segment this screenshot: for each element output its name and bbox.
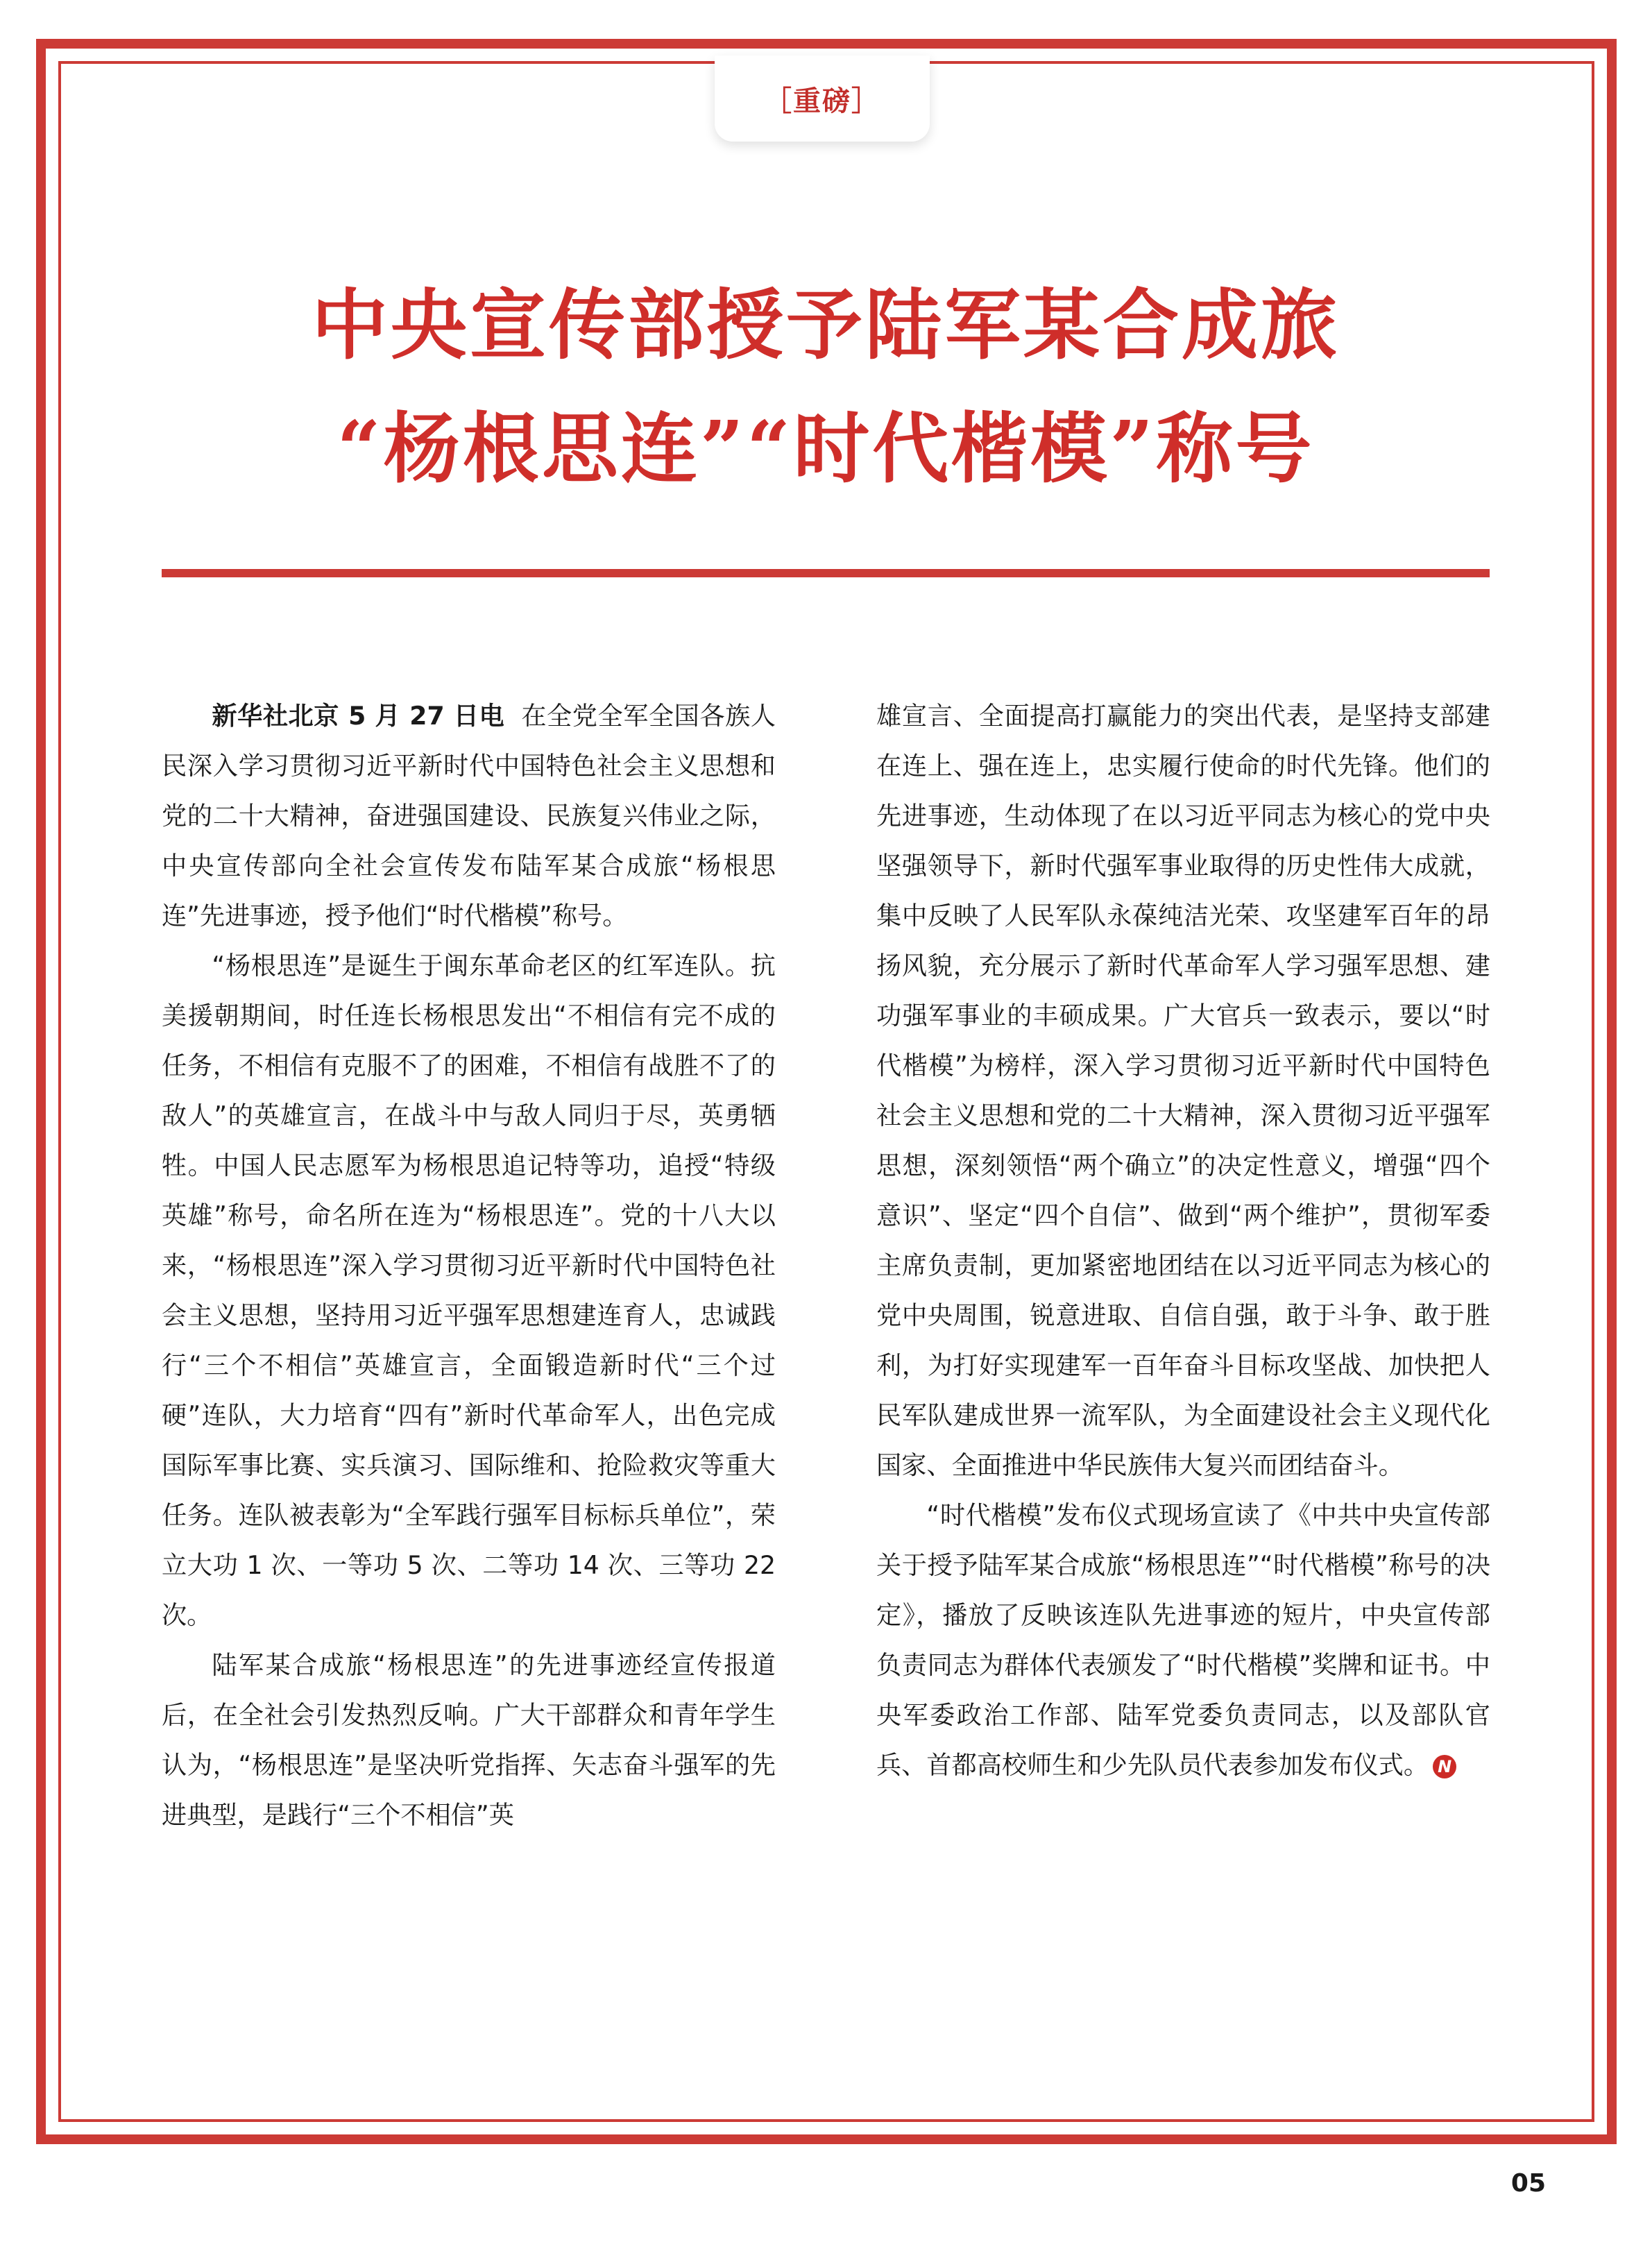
article-title bbox=[125, 264, 1526, 511]
paragraph-1 bbox=[162, 691, 776, 941]
paragraph-4-text: “时代楷模”发布仪式现场宣读了《中共中央宣传部关于授予陆军某合成旅“杨根思连”“时代楷模”称号的决定》，播放了反映该连队先进事迹的短片，中央宣传部负责同志为群体代表颁发了“时代楷模”奖牌和证书。中央军委政治工作部、陆军党委负责同志，以及部队官兵、首都高校师生和少先队员代表参加发布仪式。 bbox=[876, 1500, 1490, 1780]
paragraph-3-start: 陆军某合成旅“杨根思连”的先进事迹经宣传报道后，在全社会引发热烈反响。广大干部群众和青年学生认为，“杨根思连”是坚决听党指挥、矢志奋斗强军的先进典型，是践行“三个不相信”英 bbox=[162, 1650, 776, 1830]
page-number: 05 bbox=[1510, 2169, 1546, 2198]
title-line-2: “杨根思连”“时代楷模”称号 bbox=[337, 404, 1315, 493]
paragraph-2: “杨根思连”是诞生于闽东革命老区的红军连队。抗美援朝期间，时任连长杨根思发出“不相信有完不成的任务，不相信有克服不了的困难，不相信有战胜不了的敌人”的英雄宣言，在战斗中与敌人同归于尽，英勇牺牲。中国人民志愿军为杨根思追记特等功，追授“特级英雄”称号，命名所在连为“杨根思连”。党的十八大以来，“杨根思连”深入学习贯彻习近平新时代中国特色社会主义思想，坚持用习近平强军思想建连育人，忠诚践行“三个不相信”英雄宣言，全面锻造新时代“三个过硬”连队，大力培育“四有”新时代革命军人，出色完成国际军事比赛、实兵演习、国际维和、抢险救灾等重大任务。连队被表彰为“全军践行强军目标标兵单位”，荣立大功 1 次、一等功 5 次、二等功 14 次、三等功 22 次。 bbox=[162, 951, 776, 1630]
title-line-1: 中央宣传部授予陆军某合成旅 bbox=[312, 280, 1340, 370]
dateline: 新华社北京 5 月 27 日电 bbox=[212, 701, 505, 731]
section-tag-label: ［重磅］ bbox=[764, 85, 880, 117]
paragraph-3-continued: 雄宣言、全面提高打赢能力的突出代表，是坚持支部建在连上、强在连上，忠实履行使命的时代先锋。他们的先进事迹，生动体现了在以习近平同志为核心的党中央坚强领导下，新时代强军事业取得的历史性伟大成就，集中反映了人民军队永葆纯洁光荣、攻坚建军百年的昂扬风貌，充分展示了新时代革命军人学习强军思想、建功强军事业的丰硕成果。广大官兵一致表示，要以“时代楷模”为榜样，深入学习贯彻习近平新时代中国特色社会主义思想和党的二十大精神，深入贯彻习近平强军思想，深刻领悟“两个确立”的决定性意义，增强“四个意识”、坚定“四个自信”、做到“两个维护”，贯彻军委主席负责制，更加紧密地团结在以习近平同志为核心的党中央周围，锐意进取、自信自强，敢于斗争、敢于胜利，为打好实现建军一百年奋斗目标攻坚战、加快把人民军队建成世界一流军队，为全面建设社会主义现代化国家、全面推进中华民族伟大复兴而团结奋斗。 bbox=[876, 701, 1490, 1480]
section-tag bbox=[715, 56, 930, 142]
article-column-right bbox=[876, 691, 1490, 1790]
end-mark-icon: N bbox=[1433, 1755, 1456, 1778]
title-divider bbox=[162, 569, 1490, 577]
paragraph-4 bbox=[876, 1491, 1490, 1790]
paragraph-1-text: 在全党全军全国各族人民深入学习贯彻习近平新时代中国特色社会主义思想和党的二十大精神，奋进强国建设、民族复兴伟业之际，中央宣传部向全社会宣传发布陆军某合成旅“杨根思连”先进事迹，授予他们“时代楷模”称号。 bbox=[162, 701, 776, 931]
article-column-left bbox=[162, 691, 776, 1840]
